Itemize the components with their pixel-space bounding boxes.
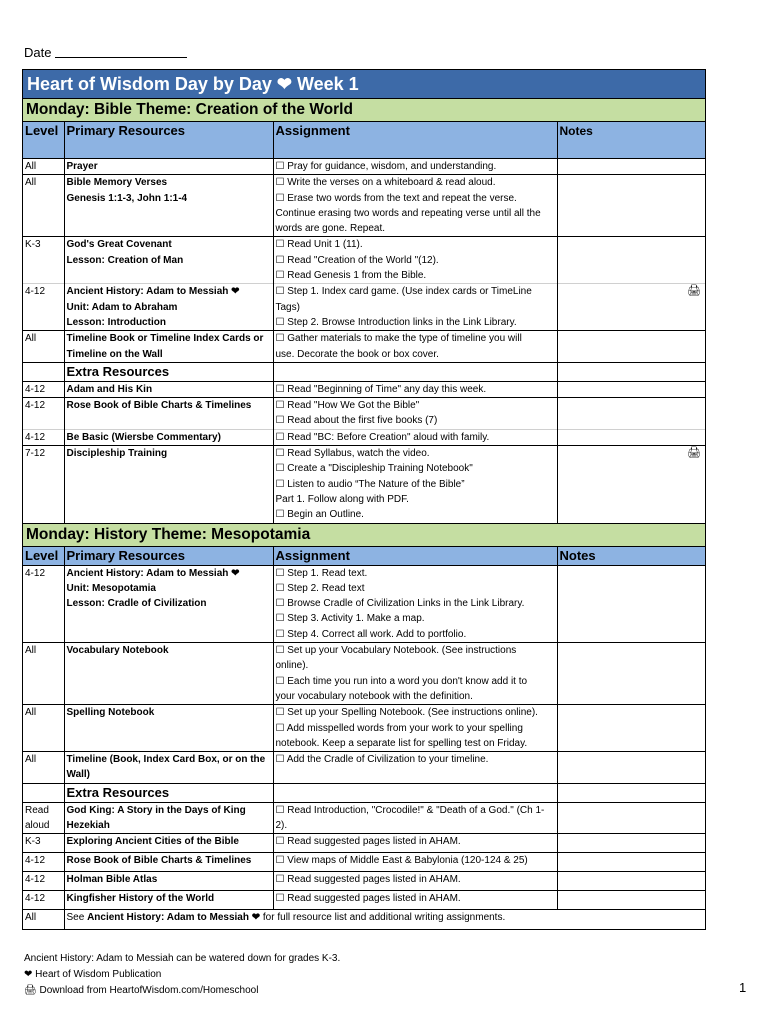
blank-cell (273, 783, 557, 802)
table-row (23, 381, 705, 397)
table-row (23, 643, 705, 705)
resource-detail: Lesson: Introduction (66, 316, 166, 328)
level-cell: 4-12 (23, 398, 64, 430)
table-row (23, 284, 705, 331)
history-header-row (23, 547, 705, 566)
level-cell: 4-12 (23, 381, 64, 397)
notes-header: Notes (557, 547, 705, 566)
level-text: Read (25, 804, 49, 816)
assignment-checkbox[interactable]: ☐ Gather materials to make the type of timeline you will (275, 333, 522, 345)
resource-detail: Unit: Adam to Abraham (66, 301, 178, 313)
page-number: 1 (739, 980, 747, 995)
resource-title: God King: A Story in the Days of King (66, 804, 246, 816)
assignment-cell (273, 331, 557, 363)
resource-cell: Holman Bible Atlas (64, 872, 273, 891)
level-cell: All (23, 331, 64, 363)
history-theme-heading: Monday: History Theme: Mesopotamia (23, 523, 705, 547)
resource-cell: Be Basic (Wiersbe Commentary) (64, 429, 273, 445)
resource-detail: Hezekiah (66, 819, 110, 831)
assignment-checkbox[interactable]: ☐ Read suggested pages listed in AHAM. (273, 872, 557, 891)
level-cell: All (23, 175, 64, 237)
level-cell: 4-12 (23, 853, 64, 872)
extra-resources-row (23, 783, 705, 802)
bible-theme-heading: Monday: Bible Theme: Creation of the World (23, 99, 705, 122)
assignment-header: Assignment (273, 547, 557, 566)
assignment-checkbox[interactable]: ☐ Read Introduction, "Crocodile!" & "Death of a God." (Ch 1- (275, 804, 545, 816)
assignment-text: 2). (275, 819, 288, 831)
resource-title: Bible Memory Verses (66, 177, 168, 189)
notes-cell[interactable] (557, 834, 705, 853)
assignment-cell (273, 284, 557, 331)
resource-cell (64, 237, 273, 284)
table-row (23, 705, 705, 752)
resource-detail: Genesis 1:1-3, John 1:1-4 (66, 192, 188, 204)
assignment-header: Assignment (273, 122, 557, 159)
note-book-title: Ancient History: Adam to Messiah ❤ (87, 912, 261, 924)
level-cell: All (23, 643, 64, 705)
assignment-text: use. Decorate the book or box cover. (275, 348, 439, 360)
resource-cell: Adam and His Kin (64, 381, 273, 397)
assignment-checkbox[interactable]: ☐ Create a "Discipleship Training Notebook" (275, 463, 473, 475)
assignment-checkbox[interactable]: ☐ Step 2. Read text (275, 582, 365, 594)
resource-detail: Wall) (66, 769, 91, 781)
notes-cell[interactable] (557, 398, 705, 430)
assignment-checkbox[interactable]: ☐ Step 1. Read text. (275, 567, 368, 579)
resource-cell: Kingfisher History of the World (64, 891, 273, 910)
print-icon[interactable]: 🖨 (687, 285, 701, 298)
assignment-checkbox[interactable]: ☐ Step 4. Correct all work. Add to portfolio. (275, 628, 467, 640)
assignment-checkbox[interactable]: ☐ View maps of Middle East & Babylonia (120-124 & 25) (273, 853, 557, 872)
notes-cell[interactable] (557, 705, 705, 752)
level-cell: 4-12 (23, 891, 64, 910)
level-cell: K-3 (23, 237, 64, 284)
level-cell: K-3 (23, 834, 64, 853)
assignment-checkbox[interactable]: ☐ Read "BC: Before Creation" aloud with family. (273, 429, 557, 445)
notes-cell[interactable] (557, 381, 705, 397)
assignment-checkbox[interactable]: ☐ Read Syllabus, watch the video. (275, 448, 430, 460)
assignment-cell (273, 446, 557, 523)
notes-header: Notes (557, 122, 705, 159)
assignment-cell (273, 565, 557, 642)
table-row (23, 398, 705, 430)
notes-cell[interactable] (557, 891, 705, 910)
note-text: See (66, 912, 88, 924)
level-cell: 7-12 (23, 446, 64, 523)
notes-cell[interactable] (557, 284, 705, 331)
table-row (23, 752, 705, 784)
date-blank (55, 45, 187, 58)
resource-detail: Unit: Mesopotamia (66, 582, 156, 594)
full-resource-note (64, 910, 705, 929)
assignment-checkbox[interactable]: ☐ Read about the first five books (7) (275, 415, 438, 427)
assignment-checkbox[interactable]: ☐ Step 3. Activity 1. Make a map. (275, 613, 425, 625)
print-icon[interactable]: 🖨 (687, 447, 701, 460)
assignment-checkbox[interactable]: ☐ Read "Beginning of Time" any day this week. (273, 381, 557, 397)
assignment-checkbox[interactable]: ☐ Read Genesis 1 from the Bible. (275, 270, 427, 282)
resources-header: Primary Resources (64, 547, 273, 566)
level-cell: 4-12 (23, 429, 64, 445)
resource-cell (64, 284, 273, 331)
assignment-checkbox[interactable]: ☐ Erase two words from the text and repeat the verse. (275, 192, 517, 204)
resource-cell (64, 565, 273, 642)
assignment-checkbox[interactable]: ☐ Add misspelled words from your work to your spelling (275, 722, 523, 734)
assignment-checkbox[interactable]: ☐ Read suggested pages listed in AHAM. (273, 891, 557, 910)
extra-resources-heading: Extra Resources (64, 783, 273, 802)
blank-cell (557, 783, 705, 802)
blank-cell (273, 362, 557, 381)
table-row (23, 834, 705, 853)
notes-cell[interactable] (557, 643, 705, 705)
resource-title: God's Great Covenant (66, 239, 172, 251)
assignment-checkbox[interactable]: ☐ Pray for guidance, wisdom, and understanding. (273, 159, 557, 175)
resource-cell (64, 752, 273, 784)
assignment-cell (273, 237, 557, 284)
table-row (23, 910, 705, 929)
resource-cell: Rose Book of Bible Charts & Timelines (64, 853, 273, 872)
assignment-text: your vocabulary notebook with the definition. (275, 690, 473, 702)
history-table (23, 547, 705, 929)
resource-cell (64, 331, 273, 363)
resources-header: Primary Resources (64, 122, 273, 159)
resource-title: Timeline Book or Timeline Index Cards or (66, 333, 264, 345)
notes-cell[interactable] (557, 565, 705, 642)
assignment-text: online). (275, 660, 309, 672)
table-row (23, 891, 705, 910)
notes-cell[interactable] (557, 159, 705, 175)
assignment-text: notebook. Keep a separate list for spelling test on Friday. (275, 737, 528, 749)
table-row (23, 331, 705, 363)
page-title: Heart of Wisdom Day by Day ❤ Week 1 (23, 70, 705, 99)
assignment-cell (273, 175, 557, 237)
assignment-cell (273, 802, 557, 834)
assignment-checkbox[interactable]: ☐ Listen to audio “The Nature of the Bible” (275, 478, 465, 490)
level-cell: 4-12 (23, 284, 64, 331)
note-text: for full resource list and additional writing assignments. (260, 912, 506, 924)
notes-cell[interactable] (557, 446, 705, 523)
resource-cell: Vocabulary Notebook (64, 643, 273, 705)
notes-cell[interactable] (557, 429, 705, 445)
assignment-checkbox[interactable]: ☐ Step 1. Index card game. (Use index cards or TimeLine (275, 286, 532, 298)
blank-cell (23, 362, 64, 381)
table-row (23, 565, 705, 642)
table-row (23, 237, 705, 284)
table-row (23, 853, 705, 872)
table-row (23, 159, 705, 175)
blank-cell (557, 362, 705, 381)
level-cell: All (23, 752, 64, 784)
assignment-cell (273, 398, 557, 430)
notes-cell[interactable] (557, 802, 705, 834)
footer-note: Ancient History: Adam to Messiah can be watered down for grades K-3. (24, 953, 341, 964)
assignment-text: Continue erasing two words and repeating verse until all the (275, 207, 541, 219)
assignment-checkbox[interactable]: ☐ Step 2. Browse Introduction links in the Link Library. (275, 316, 517, 328)
resource-cell: Spelling Notebook (64, 705, 273, 752)
bible-table (23, 122, 705, 523)
level-cell: All (23, 705, 64, 752)
assignment-text: Tags) (275, 301, 300, 313)
notes-cell[interactable] (557, 331, 705, 363)
assignment-checkbox[interactable]: ☐ Set up your Spelling Notebook. (See instructions online). (275, 707, 538, 719)
resource-cell (64, 802, 273, 834)
resource-cell: Rose Book of Bible Charts & Timelines (64, 398, 273, 430)
resource-detail: Lesson: Cradle of Civilization (66, 598, 207, 610)
assignment-checkbox[interactable]: ☐ Browse Cradle of Civilization Links in the Link Library. (275, 598, 525, 610)
assignment-text: words are gone. Repeat. (275, 223, 386, 235)
bible-header-row (23, 122, 705, 159)
level-cell: All (23, 910, 64, 929)
assignment-checkbox[interactable]: ☐ Read "How We Got the Bible" (275, 400, 420, 412)
assignment-cell (273, 643, 557, 705)
assignment-cell (273, 705, 557, 752)
assignment-checkbox[interactable]: ☐ Write the verses on a whiteboard & read aloud. (275, 177, 496, 189)
footer-notes (24, 951, 340, 999)
level-text: aloud (25, 819, 50, 831)
date-field: Date (24, 45, 187, 60)
assignment-checkbox[interactable]: ☐ Begin an Outline. (275, 509, 364, 521)
level-cell: 4-12 (23, 565, 64, 642)
resource-title: Ancient History: Adam to Messiah ❤ (66, 286, 240, 298)
notes-cell[interactable] (557, 237, 705, 284)
download-link[interactable]: 🖨 Download from HeartofWisdom.com/Homeschool (24, 985, 259, 996)
resource-title: Timeline (Book, Index Card Box, or on the (66, 754, 266, 766)
assignment-text: Part 1. Follow along with PDF. (275, 493, 409, 505)
table-row (23, 429, 705, 445)
level-cell: 4-12 (23, 872, 64, 891)
level-header: Level (23, 547, 64, 566)
assignment-checkbox[interactable]: ☐ Set up your Vocabulary Notebook. (See instructions (275, 645, 517, 657)
assignment-checkbox[interactable]: ☐ Add the Cradle of Civilization to your timeline. (273, 752, 557, 784)
notes-cell[interactable] (557, 175, 705, 237)
assignment-checkbox[interactable]: ☐ Read suggested pages listed in AHAM. (273, 834, 557, 853)
level-cell: All (23, 159, 64, 175)
assignment-checkbox[interactable]: ☐ Each time you run into a word you don't know add it to (275, 675, 528, 687)
resource-cell: Prayer (64, 159, 273, 175)
level-cell (23, 802, 64, 834)
notes-cell[interactable] (557, 872, 705, 891)
blank-cell (23, 783, 64, 802)
resource-cell (64, 175, 273, 237)
table-row (23, 446, 705, 523)
level-header: Level (23, 122, 64, 159)
notes-cell[interactable] (557, 752, 705, 784)
notes-cell[interactable] (557, 853, 705, 872)
extra-resources-heading: Extra Resources (64, 362, 273, 381)
resource-cell: Exploring Ancient Cities of the Bible (64, 834, 273, 853)
assignment-checkbox[interactable]: ☐ Read "Creation of the World "(12). (275, 254, 439, 266)
resource-detail: Timeline on the Wall (66, 348, 163, 360)
extra-resources-row (23, 362, 705, 381)
resource-detail: Lesson: Creation of Man (66, 254, 184, 266)
publisher-line: ❤ Heart of Wisdom Publication (24, 969, 162, 980)
lesson-sheet (22, 69, 706, 930)
assignment-checkbox[interactable]: ☐ Read Unit 1 (11). (275, 239, 363, 251)
table-row (23, 872, 705, 891)
table-row (23, 802, 705, 834)
resource-cell: Discipleship Training (64, 446, 273, 523)
resource-title: Ancient History: Adam to Messiah ❤ (66, 567, 240, 579)
table-row (23, 175, 705, 237)
